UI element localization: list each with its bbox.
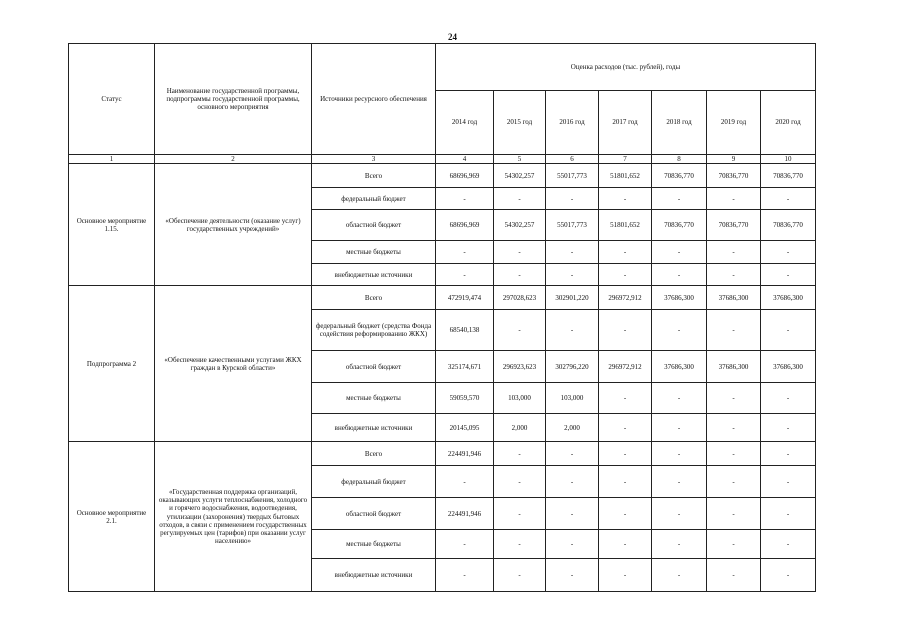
value-cell: - [599,466,652,498]
value-cell: 70836,770 [707,210,761,241]
status-cell: Подпрограмма 2 [69,286,155,442]
value-cell: - [761,530,816,559]
status-cell: Основное мероприятие 2.1. [69,442,155,592]
value-cell: 103,000 [546,383,599,414]
value-cell: 70836,770 [707,164,761,188]
value-cell: - [494,530,546,559]
value-cell: - [599,498,652,530]
table-body [69,164,816,592]
value-cell: 302796,220 [546,351,599,383]
source-cell: местные бюджеты [312,530,436,559]
value-cell: 37686,300 [652,351,707,383]
value-cell: - [436,264,494,286]
value-cell: - [707,530,761,559]
value-cell: - [494,264,546,286]
source-cell: областной бюджет [312,210,436,241]
table-row [69,164,816,188]
value-cell: 37686,300 [707,351,761,383]
value-cell: - [546,310,599,351]
value-cell: 296972,912 [599,351,652,383]
value-cell: - [761,414,816,442]
value-cell: - [546,498,599,530]
value-cell: 68696,969 [436,164,494,188]
status-cell: Основное мероприятие 1.15. [69,164,155,286]
column-number: 2 [155,155,312,164]
header-costs: Оценка расходов (тыс. рублей), годы [436,44,816,91]
header-year: 2014 год [436,91,494,155]
column-number-row [69,155,816,164]
value-cell: 297028,623 [494,286,546,310]
value-cell: 37686,300 [652,286,707,310]
value-cell: - [707,264,761,286]
source-cell: федеральный бюджет [312,188,436,210]
value-cell: 70836,770 [761,164,816,188]
value-cell: 37686,300 [761,351,816,383]
value-cell: - [652,498,707,530]
value-cell: - [599,530,652,559]
header-name: Наименование государственной программы, подпрограммы государственной программы, основного мероприятия [155,44,312,155]
value-cell: - [652,530,707,559]
value-cell: - [761,559,816,592]
value-cell: - [436,559,494,592]
column-number: 5 [494,155,546,164]
value-cell: 2,000 [494,414,546,442]
value-cell: - [599,188,652,210]
value-cell: 51801,652 [599,210,652,241]
value-cell: 70836,770 [652,210,707,241]
value-cell: - [436,530,494,559]
value-cell: - [494,241,546,264]
value-cell: - [652,466,707,498]
value-cell: 55017,773 [546,210,599,241]
value-cell: - [707,559,761,592]
value-cell: - [761,442,816,466]
value-cell: - [436,188,494,210]
value-cell: 59059,570 [436,383,494,414]
column-number: 6 [546,155,599,164]
header-year: 2020 год [761,91,816,155]
source-cell: Всего [312,286,436,310]
column-number: 9 [707,155,761,164]
value-cell: - [761,241,816,264]
value-cell: 325174,671 [436,351,494,383]
column-number: 4 [436,155,494,164]
value-cell: - [599,383,652,414]
source-cell: федеральный бюджет (средства Фонда содействия реформированию ЖКХ) [312,310,436,351]
page-number: 24 [448,32,457,42]
value-cell: - [599,442,652,466]
value-cell: 224491,946 [436,498,494,530]
value-cell: - [546,241,599,264]
value-cell: - [761,466,816,498]
value-cell: - [652,559,707,592]
value-cell: - [761,264,816,286]
value-cell: - [761,310,816,351]
source-cell: местные бюджеты [312,383,436,414]
value-cell: 70836,770 [652,164,707,188]
value-cell: - [599,414,652,442]
value-cell: - [761,498,816,530]
source-cell: внебюджетные источники [312,414,436,442]
column-number: 10 [761,155,816,164]
source-cell: внебюджетные источники [312,264,436,286]
value-cell: - [436,466,494,498]
value-cell: 224491,946 [436,442,494,466]
source-cell: федеральный бюджет [312,466,436,498]
column-number: 8 [652,155,707,164]
source-cell: местные бюджеты [312,241,436,264]
value-cell: - [599,241,652,264]
program-name-cell: «Государственная поддержка организаций, оказывающих услуги теплоснабжения, холодного и горячего водоснабжения, водоотведения, утилизации (захоронения) твердых бытовых отходов, в связи с применением государственных регулируемых цен (тарифов) при оказании услуг населению» [155,442,312,592]
value-cell: 472919,474 [436,286,494,310]
source-cell: Всего [312,442,436,466]
value-cell: - [707,466,761,498]
value-cell: - [599,264,652,286]
value-cell: 54302,257 [494,164,546,188]
value-cell: 2,000 [546,414,599,442]
header-sources: Источники ресурсного обеспечения [312,44,436,155]
value-cell: - [546,559,599,592]
value-cell: - [494,466,546,498]
value-cell: - [546,188,599,210]
value-cell: - [652,188,707,210]
value-cell: - [707,383,761,414]
value-cell: 68540,138 [436,310,494,351]
value-cell: 302901,220 [546,286,599,310]
source-cell: Всего [312,164,436,188]
value-cell: 37686,300 [761,286,816,310]
column-number: 7 [599,155,652,164]
value-cell: 103,000 [494,383,546,414]
value-cell: 296923,623 [494,351,546,383]
value-cell: - [494,188,546,210]
value-cell: - [494,498,546,530]
header-year: 2015 год [494,91,546,155]
value-cell: - [652,414,707,442]
value-cell: - [599,310,652,351]
value-cell: - [761,188,816,210]
program-name-cell: «Обеспечение качественными услугами ЖКХ граждан в Курской области» [155,286,312,442]
value-cell: - [546,530,599,559]
value-cell: - [652,442,707,466]
value-cell: 296972,912 [599,286,652,310]
column-number: 3 [312,155,436,164]
value-cell: 70836,770 [761,210,816,241]
value-cell: - [707,442,761,466]
value-cell: - [707,310,761,351]
program-name-cell: «Обеспечение деятельности (оказание услуг) государственных учреждений» [155,164,312,286]
budget-table [68,43,816,592]
table-row [69,442,816,466]
value-cell: 54302,257 [494,210,546,241]
value-cell: - [494,310,546,351]
source-cell: внебюджетные источники [312,559,436,592]
header-year: 2019 год [707,91,761,155]
value-cell: - [707,188,761,210]
value-cell: - [494,559,546,592]
header-year: 2017 год [599,91,652,155]
value-cell: - [652,241,707,264]
value-cell: - [546,466,599,498]
table-row [69,286,816,310]
value-cell: - [761,383,816,414]
value-cell: - [599,559,652,592]
source-cell: областной бюджет [312,351,436,383]
value-cell: - [707,414,761,442]
value-cell: - [652,383,707,414]
source-cell: областной бюджет [312,498,436,530]
value-cell: - [652,310,707,351]
header-year: 2016 год [546,91,599,155]
value-cell: - [494,442,546,466]
value-cell: 68696,969 [436,210,494,241]
value-cell: - [436,241,494,264]
value-cell: - [707,498,761,530]
value-cell: - [546,442,599,466]
value-cell: - [546,264,599,286]
value-cell: 20145,095 [436,414,494,442]
value-cell: 51801,652 [599,164,652,188]
value-cell: - [707,241,761,264]
value-cell: 37686,300 [707,286,761,310]
column-number: 1 [69,155,155,164]
value-cell: - [652,264,707,286]
value-cell: 55017,773 [546,164,599,188]
header-status: Статус [69,44,155,155]
header-year: 2018 год [652,91,707,155]
